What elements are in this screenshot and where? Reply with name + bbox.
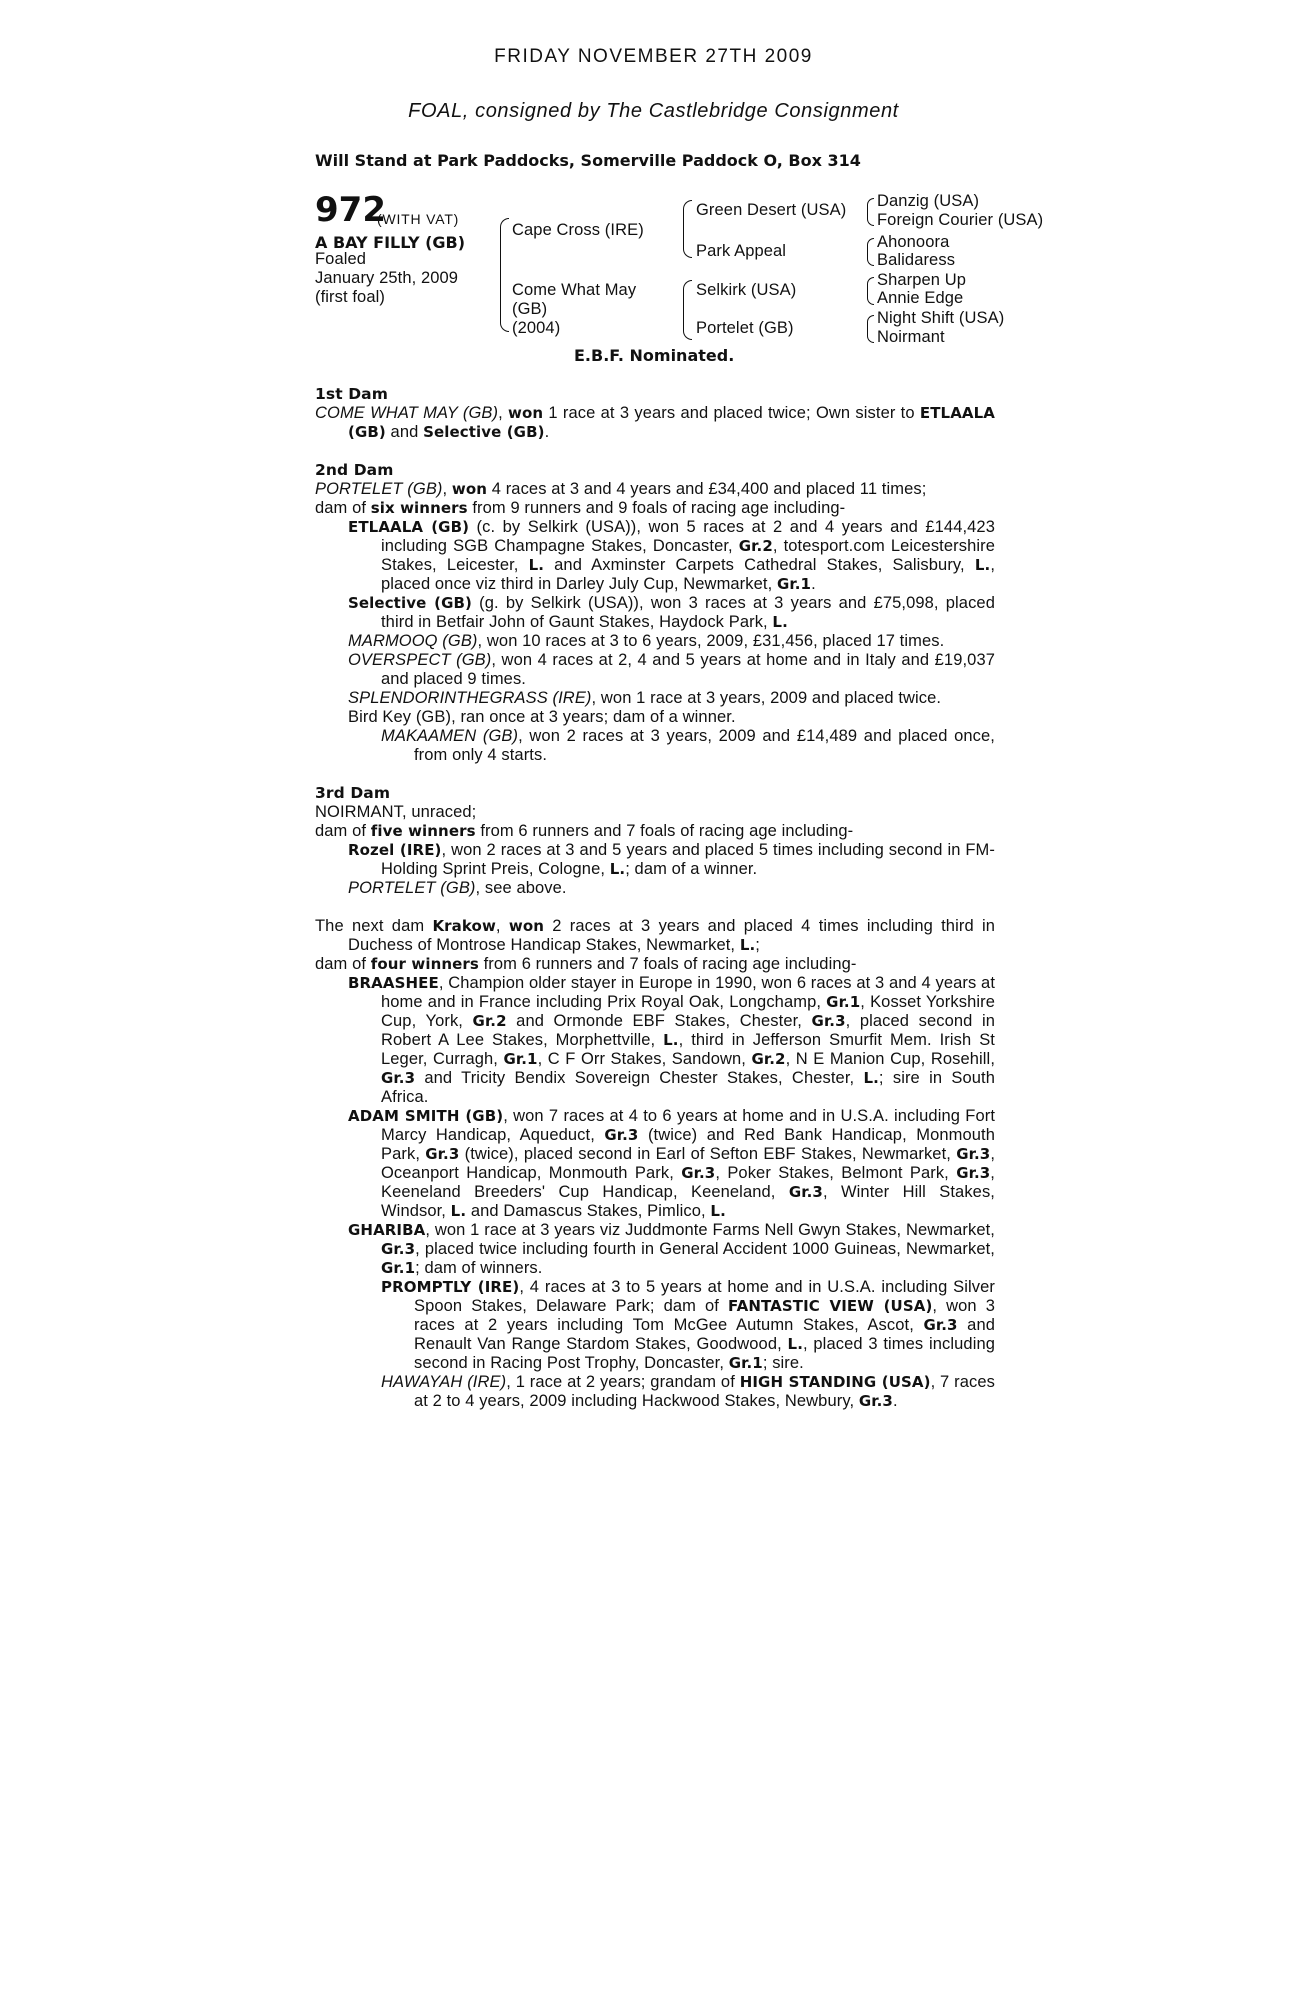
produce-marmooq: MARMOOQ (GB), won 10 races at 3 to 6 years, 2009, £31,456, placed 17 times. [348, 632, 945, 650]
pedigree-ggp-6: Annie Edge [877, 289, 964, 307]
produce-ghariba: GHARIBA, won 1 race at 3 years viz Juddmonte Farms Nell Gwyn Stakes, Newmarket, Gr.3, placed twice including fourth in General Accident 1000 Guineas, Newmarket, Gr.1; dam of winners. [348, 1221, 995, 1277]
second-dam-produce-summary: dam of six winners from 9 runners and 9 foals of racing age including- [315, 499, 846, 517]
produce-promptly: PROMPTLY (IRE), 4 races at 3 to 5 years at home and in U.S.A. including Silver Spoon Stakes, Delaware Park; dam of FANTASTIC VIEW (USA), won 3 races at 2 years including Tom McGee Autumn Stakes, Ascot, Gr.3 and Renault Van Range Stardom Stakes, Goodwood, L., placed 3 times including second in Racing Post Trophy, Doncaster, Gr.1; sire. [381, 1278, 996, 1372]
lot-title: A BAY FILLY (GB) [315, 233, 466, 252]
produce-braashee: BRAASHEE, Champion older stayer in Europe in 1990, won 6 races at 3 and 4 years at home and in France including Prix Royal Oak, Longchamp, Gr.1, Kosset Yorkshire Cup, York, Gr.2 and Ormonde EBF Stakes, Chester, Gr.3, placed second in Robert A Lee Stakes, Morphettville, L., third in Jefferson Smurfit Mem. Irish St Leger, Curragh, Gr.1, C F Orr Stakes, Sandown, Gr.2, N E Manion Cup, Rosehill, Gr.3 and Tricity Bendix Sovereign Chester Stakes, Chester, L.; sire in South Africa. [348, 974, 996, 1106]
pedigree-sire-sire: Green Desert (USA) [696, 201, 847, 219]
second-dam-record: PORTELET (GB), won 4 races at 3 and 4 years and £34,400 and placed 11 times; [315, 480, 927, 498]
produce-bird-key: Bird Key (GB), ran once at 3 years; dam of a winner. [348, 708, 736, 726]
produce-selective: Selective (GB) (g. by Selkirk (USA)), won 3 races at 3 years and £75,098, placed third in Betfair John of Gaunt Stakes, Haydock Park, L. [348, 594, 995, 631]
third-dam-produce-summary: dam of five winners from 6 runners and 7 foals of racing age including- [315, 822, 854, 840]
sale-date: FRIDAY NOVEMBER 27TH 2009 [494, 46, 813, 67]
foaled-info [315, 250, 458, 307]
next-dam-produce-summary: dam of four winners from 6 runners and 7 foals of racing age including- [315, 955, 857, 973]
pedigree-brace-main [500, 218, 509, 332]
third-dam-heading: 3rd Dam [315, 784, 391, 802]
pedigree-dam-dam: Portelet (GB) [696, 319, 794, 337]
second-dam-heading: 2nd Dam [315, 461, 394, 479]
pedigree-dam [512, 281, 636, 338]
pedigree-brace-gg4 [867, 315, 874, 343]
pedigree-ggp-4: Balidaress [877, 251, 956, 269]
pedigree-ggp-5: Sharpen Up [877, 271, 967, 289]
consignor-line: FOAL, consigned by The Castlebridge Consignment [408, 100, 899, 122]
pedigree-brace-sire [683, 200, 692, 258]
pedigree-dam-year: (2004) [512, 319, 561, 337]
pedigree-brace-gg2 [867, 238, 874, 266]
pedigree-ggp-7: Night Shift (USA) [877, 309, 1005, 327]
ebf-nomination: E.B.F. Nominated. [574, 346, 735, 365]
pedigree-ggp-8: Noirmant [877, 328, 945, 346]
pedigree-dam-origin: (GB) [512, 300, 548, 318]
produce-makaamen: MAKAAMEN (GB), won 2 races at 3 years, 2009 and £14,489 and placed once, from only 4 starts. [381, 727, 995, 764]
stand-location: Will Stand at Park Paddocks, Somerville Paddock O, Box 314 [315, 151, 861, 170]
next-dam-record: The next dam Krakow, won 2 races at 3 years and placed 4 times including third in Duchess of Montrose Handicap Stakes, Newmarket, L.; [315, 917, 995, 954]
foal-order: (first foal) [315, 288, 385, 306]
first-dam-heading: 1st Dam [315, 385, 388, 403]
pedigree-ggp-1: Danzig (USA) [877, 192, 980, 210]
foaled-label: Foaled [315, 250, 367, 268]
produce-splendorinthegrass: SPLENDORINTHEGRASS (IRE), won 1 race at 3 years, 2009 and placed twice. [348, 689, 942, 707]
pedigree-sire-dam: Park Appeal [696, 242, 787, 260]
foaled-date: January 25th, 2009 [315, 269, 459, 287]
dam-records [315, 385, 995, 1411]
produce-overspect: OVERSPECT (GB), won 4 races at 2, 4 and 5 years at home and in Italy and £19,037 and placed 9 times. [348, 651, 995, 688]
third-dam-record: NOIRMANT, unraced; [315, 803, 477, 821]
pedigree-brace-gg3 [867, 277, 874, 305]
produce-hawayah: HAWAYAH (IRE), 1 race at 2 years; grandam of HIGH STANDING (USA), 7 races at 2 to 4 years, 2009 including Hackwood Stakes, Newbury, Gr.3. [381, 1373, 995, 1410]
produce-etlaala: ETLAALA (GB) (c. by Selkirk (USA)), won 5 races at 2 and 4 years and £144,423 including SGB Champagne Stakes, Doncaster, Gr.2, totesport.com Leicestershire Stakes, Leicester, L. and Axminster Carpets Cathedral Stakes, Salisbury, L., placed once viz third in Darley July Cup, Newmarket, Gr.1. [348, 518, 995, 593]
pedigree-brace-gg1 [867, 198, 874, 226]
produce-portelet: PORTELET (GB), see above. [348, 879, 567, 897]
pedigree-brace-dam [683, 280, 692, 340]
produce-rozel: Rozel (IRE), won 2 races at 3 and 5 years and placed 5 times including second in FM-Holding Sprint Preis, Cologne, L.; dam of a winner. [348, 841, 995, 878]
lot-number: 972 [315, 190, 386, 230]
produce-adam-smith: ADAM SMITH (GB), won 7 races at 4 to 6 years at home and in U.S.A. including Fort Marcy Handicap, Aqueduct, Gr.3 (twice) and Red Bank Handicap, Monmouth Park, Gr.3 (twice), placed second in Earl of Sefton EBF Stakes, Newmarket, Gr.3, Oceanport Handicap, Monmouth Park, Gr.3, Poker Stakes, Belmont Park, Gr.3, Keeneland Breeders' Cup Handicap, Keeneland, Gr.3, Winter Hill Stakes, Windsor, L. and Damascus Stakes, Pimlico, L. [348, 1107, 996, 1220]
pedigree-ggp-3: Ahonoora [877, 233, 950, 251]
first-dam-record: COME WHAT MAY (GB), won 1 race at 3 years and placed twice; Own sister to ETLAALA (GB) and Selective (GB). [315, 404, 995, 441]
pedigree-dam-name: Come What May [512, 281, 637, 299]
pedigree-dam-sire: Selkirk (USA) [696, 281, 797, 299]
pedigree-sire: Cape Cross (IRE) [512, 221, 644, 239]
vat-note: (WITH VAT) [377, 211, 460, 227]
pedigree-ggp-2: Foreign Courier (USA) [877, 211, 1044, 229]
